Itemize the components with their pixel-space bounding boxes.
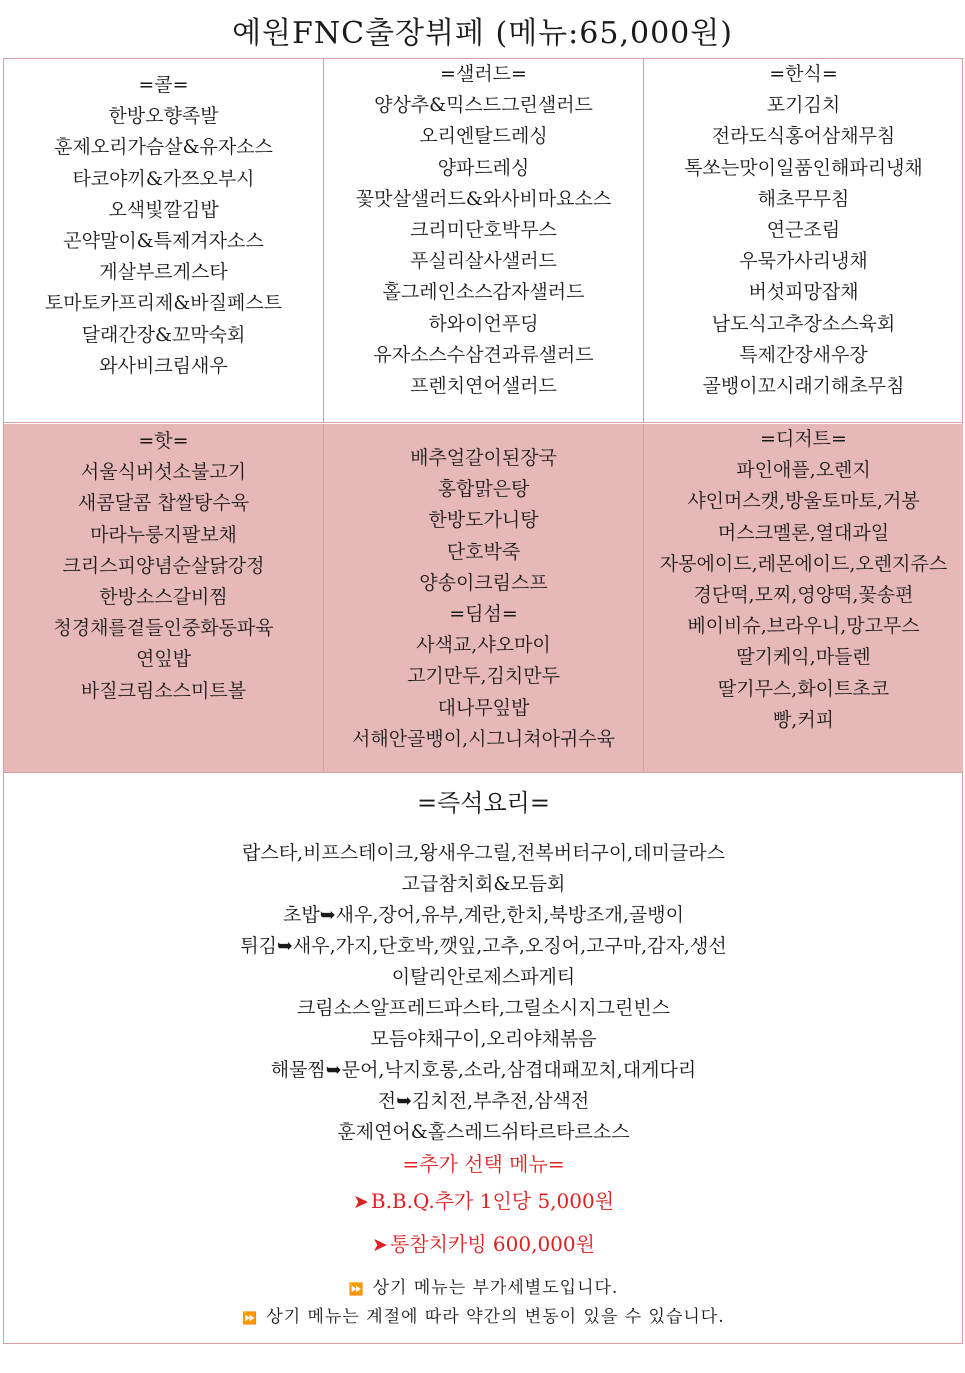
live-cooking-item: 이탈리안로제스파게티 bbox=[391, 966, 576, 988]
fast-forward-icon: ⏩ bbox=[242, 1311, 259, 1325]
korean-menu-item: 버섯피망잡채 bbox=[748, 281, 859, 304]
hot-menu-item: 서울식버섯소불고기 bbox=[80, 461, 247, 484]
addon-title: =추가 선택 메뉴= bbox=[402, 1152, 565, 1176]
salad-menu-item: 유자소스수삼견과류샐러드 bbox=[373, 343, 594, 366]
addon-tuna-label: 통참치카빙 600,000원 bbox=[389, 1232, 595, 1256]
soup-dimsum-menu-item: 고기만두,김치만두 bbox=[407, 665, 560, 688]
section-hot bbox=[4, 424, 324, 772]
cold-menu-item: 오색빛깔김밥 bbox=[108, 198, 219, 221]
cold-menu-item: 타코야끼&가쯔오부시 bbox=[72, 167, 255, 190]
cold-list bbox=[4, 59, 323, 382]
soup-dimsum-menu-item: 대나무잎밥 bbox=[437, 696, 530, 719]
dessert-menu-item: 경단떡,모찌,영양떡,꽃송편 bbox=[693, 584, 914, 607]
addon-bbq bbox=[4, 1180, 963, 1223]
fast-forward-icon: ⏩ bbox=[348, 1282, 365, 1296]
salad-menu-item: 홀그레인소스감자샐러드 bbox=[382, 281, 585, 304]
salad-list bbox=[324, 59, 643, 402]
salad-menu-item: 프렌치연어샐러드 bbox=[410, 375, 557, 398]
section-salad bbox=[324, 59, 644, 422]
korean-menu-item: =한식= bbox=[769, 63, 838, 85]
hot-menu-item: 한방소스갈비찜 bbox=[99, 586, 228, 609]
soup-dimsum-menu-item: 서해안골뱅이,시그니쳐아귀수육 bbox=[352, 727, 615, 750]
live-cooking-item: 초밥➥새우,장어,유부,계란,한치,북방조개,골뱅이 bbox=[283, 904, 684, 926]
korean-menu-item: 특제간장새우장 bbox=[739, 343, 868, 366]
salad-menu-item: =샐러드= bbox=[440, 63, 527, 85]
korean-menu-item: 전라도식홍어삼채무침 bbox=[711, 125, 896, 148]
hot-menu-item: 새콤달콤 찹쌀탕수육 bbox=[77, 492, 250, 515]
dessert-menu-item: 파인애플,오렌지 bbox=[736, 459, 871, 482]
korean-menu-item: 톡쏘는맛이일품인해파리냉채 bbox=[684, 156, 923, 179]
live-cooking-item: 고급참치회&모듬회 bbox=[401, 873, 566, 895]
live-cooking-title: =즉석요리= bbox=[417, 789, 550, 817]
salad-menu-item: 양상추&믹스드그린샐러드 bbox=[374, 94, 593, 117]
hot-menu-item: 바질크림소스미트볼 bbox=[80, 679, 247, 702]
cold-menu-item: 와사비크림새우 bbox=[99, 354, 228, 377]
salad-menu-item: 하와이언푸딩 bbox=[428, 312, 539, 335]
page-title: 예원FNC출장뷔페 (메뉴:65,000원) bbox=[232, 16, 733, 51]
note-season bbox=[4, 1303, 963, 1332]
live-cooking-item: 훈제연어&홀스레드쉬타르타르소스 bbox=[337, 1121, 630, 1143]
soup-dimsum-menu-item: 양송이크림스프 bbox=[419, 571, 548, 594]
soup-dimsum-menu-item: 배추얼갈이된장국 bbox=[410, 447, 557, 469]
dessert-menu-item: 자몽에이드,레몬에이드,오렌지쥬스 bbox=[659, 552, 948, 575]
soup-dimsum-menu-item: 한방도가니탕 bbox=[428, 509, 539, 532]
dessert-menu-item: 빵,커피 bbox=[772, 708, 835, 731]
note-season-text: 상기 메뉴는 계절에 따라 약간의 변동이 있을 수 있습니다. bbox=[266, 1307, 725, 1327]
salad-menu-item: 푸실리살사샐러드 bbox=[410, 250, 557, 273]
live-cooking-item: 모듬야채구이,오리야채볶음 bbox=[370, 1028, 597, 1050]
live-cooking-item: 전➥김치전,부추전,삼색전 bbox=[377, 1090, 590, 1112]
section-dessert bbox=[644, 424, 963, 772]
korean-menu-item: 우묵가사리냉채 bbox=[739, 250, 868, 273]
korean-menu-item: 골뱅이꼬시래기해초무침 bbox=[702, 375, 905, 398]
addon-tuna bbox=[4, 1223, 963, 1266]
cold-menu-item: 게살부르게스타 bbox=[99, 261, 228, 284]
salad-menu-item: 크리미단호박무스 bbox=[410, 219, 557, 242]
notes bbox=[4, 1274, 963, 1332]
menu-row-top bbox=[4, 59, 963, 423]
soup-dimsum-menu-item: 사색교,샤오마이 bbox=[416, 634, 551, 657]
soup-dimsum-menu-item: 홍합맑은탕 bbox=[437, 478, 530, 501]
dessert-list bbox=[644, 424, 963, 736]
section-cold bbox=[4, 59, 324, 422]
korean-menu-item: 해초무무침 bbox=[757, 187, 850, 210]
salad-menu-item: 오리엔탈드레싱 bbox=[419, 125, 548, 148]
note-vat bbox=[4, 1274, 963, 1303]
soup-dimsum-menu-item: =딤섬= bbox=[449, 603, 518, 626]
section-korean bbox=[644, 59, 963, 422]
live-cooking-item: 크림소스알프레드파스타,그릴소시지그린빈스 bbox=[296, 997, 671, 1019]
korean-menu-item: 포기김치 bbox=[766, 94, 841, 117]
addon-bbq-label: B.B.Q.추가 1인당 5,000원 bbox=[370, 1189, 615, 1213]
cold-menu-item: 토마토카프리제&바질페스트 bbox=[44, 292, 283, 315]
salad-menu-item: 꽃맛살샐러드&와사비마요소스 bbox=[355, 187, 612, 210]
live-cooking-list bbox=[4, 838, 963, 1148]
menu-row-middle bbox=[4, 424, 963, 773]
section-live-cooking bbox=[4, 776, 963, 1332]
cold-menu-item: =콜= bbox=[138, 74, 189, 96]
soup-dimsum-menu-item: 단호박죽 bbox=[446, 540, 521, 563]
hot-menu-item: =핫= bbox=[138, 430, 189, 452]
arrow-right-icon: ➤ bbox=[352, 1191, 369, 1213]
soup-dimsum-list bbox=[324, 424, 643, 755]
live-cooking-item: 랍스타,비프스테이크,왕새우그릴,전복버터구이,데미글라스 bbox=[241, 842, 725, 864]
live-cooking-item: 해물찜➥문어,낙지호롱,소라,삼겹대패꼬치,대게다리 bbox=[270, 1059, 697, 1081]
dessert-menu-item: =디저트= bbox=[760, 428, 847, 450]
cold-menu-item: 훈제오리가슴살&유자소스 bbox=[54, 136, 273, 159]
hot-list bbox=[4, 424, 323, 707]
dessert-menu-item: 딸기무스,화이트초코 bbox=[717, 677, 890, 700]
arrow-right-icon: ➤ bbox=[372, 1234, 388, 1256]
korean-list bbox=[644, 59, 963, 402]
dessert-menu-item: 샤인머스캣,방울토마토,거봉 bbox=[687, 490, 920, 513]
dessert-menu-item: 딸기케익,마들렌 bbox=[736, 646, 871, 669]
live-cooking-item: 튀김➥새우,가지,단호박,깻잎,고추,오징어,고구마,감자,생선 bbox=[240, 935, 727, 957]
salad-menu-item: 양파드레싱 bbox=[437, 156, 530, 179]
note-vat-text: 상기 메뉴는 부가세별도입니다. bbox=[372, 1278, 619, 1298]
korean-menu-item: 남도식고추장소스육회 bbox=[711, 312, 896, 335]
hot-menu-item: 마라누룽지팔보채 bbox=[90, 523, 237, 546]
hot-menu-item: 청경채를곁들인중화동파육 bbox=[53, 617, 274, 640]
dessert-menu-item: 머스크멜론,열대과일 bbox=[717, 521, 890, 544]
hot-menu-item: 연잎밥 bbox=[135, 648, 192, 671]
section-soup-dimsum bbox=[324, 424, 644, 772]
cold-menu-item: 달래간장&꼬막숙회 bbox=[81, 323, 246, 346]
hot-menu-item: 크리스피양념순살닭강정 bbox=[62, 554, 265, 577]
cold-menu-item: 곤약말이&특제겨자소스 bbox=[63, 230, 264, 253]
korean-menu-item: 연근조림 bbox=[766, 219, 841, 242]
dessert-menu-item: 베이비슈,브라우니,망고무스 bbox=[687, 615, 920, 638]
cold-menu-item: 한방오향족발 bbox=[108, 105, 219, 128]
